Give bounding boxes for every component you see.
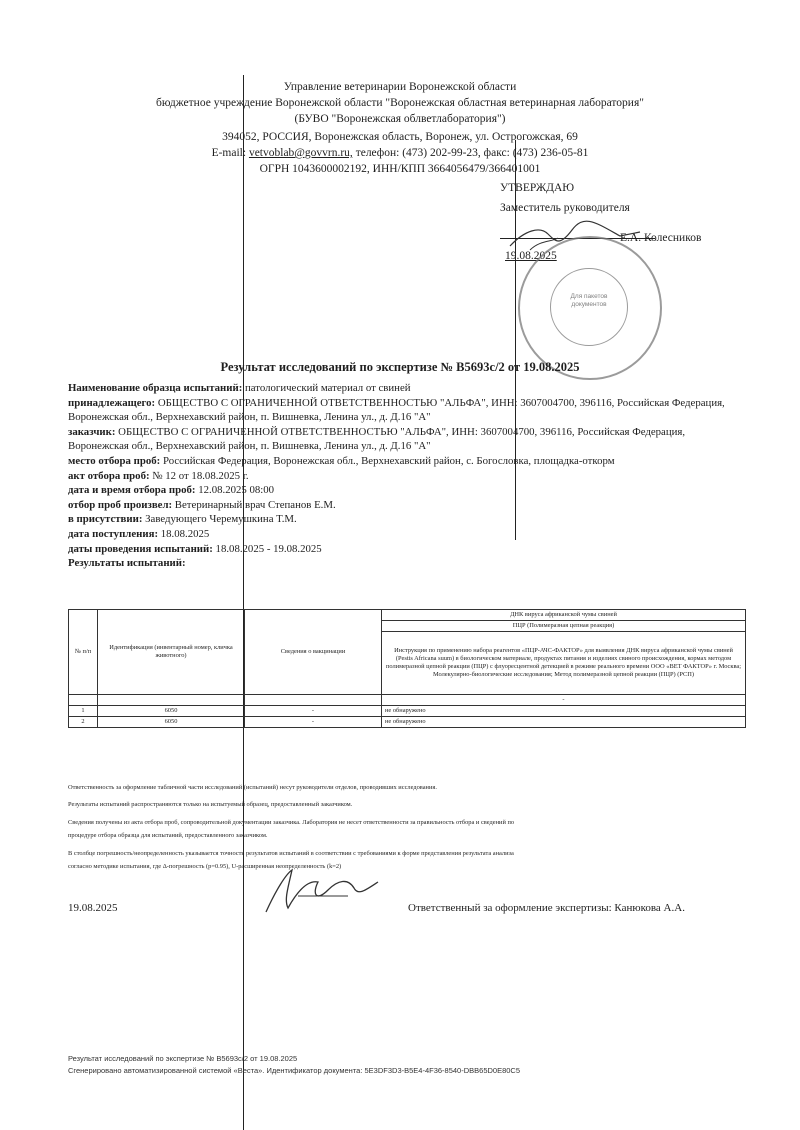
row-result: не обнаружено xyxy=(382,717,746,728)
row-num: 1 xyxy=(69,706,98,717)
info-test-dates: даты проведения испытаний: 18.08.2025 - 19.08.2025 xyxy=(68,542,322,555)
info-receipt-date: дата поступления: 18.08.2025 xyxy=(68,527,210,540)
note-source-cont: процедуре отбора образца для испытаний, предоставленного заказчиком. xyxy=(68,832,268,840)
email-link[interactable]: vetvoblab@govvrn.ru, xyxy=(248,147,353,159)
th-vaccination: Сведения о вакцинации xyxy=(245,610,382,695)
th-dash: - xyxy=(382,695,746,706)
notes-block xyxy=(68,781,748,873)
info-witness: в присутствии: Заведующего Черемушкина Т.М. xyxy=(68,513,297,526)
note-source: Сведения получены из акта отбора проб, сопроводительной документации заказчика. Лаборатория не несет ответственности за правильность отбора и сведений по xyxy=(68,818,515,826)
footer-line-2: Сгенерировано автоматизированной системой «Веста». Идентификатор документа: 5E3DF3D3-B5E4-4F36-8540-DBB65D0E80C5 xyxy=(68,1066,521,1075)
info-sampling-datetime: дата и время отбора проб: 12.08.2025 08:00 xyxy=(68,484,275,497)
org-ogrn: ОГРН 1043600002192, ИНН/КПП 3664056479/366401001 xyxy=(259,163,541,175)
results-table xyxy=(68,609,746,728)
table-row xyxy=(69,717,746,728)
approval-date: 19.08.2025 xyxy=(505,250,557,262)
approval-title: УТВЕРЖДАЮ xyxy=(500,182,575,194)
th-target: ДНК вируса африканской чумы свиней xyxy=(382,610,746,621)
th-method: ПЦР (Полимеразная цепная реакция) xyxy=(382,621,746,632)
row-num: 2 xyxy=(69,717,98,728)
approval-position: Заместитель руководителя xyxy=(500,202,630,214)
org-name: бюджетное учреждение Воронежской области "Воронежская областная ветеринарная лаборатория" xyxy=(156,97,644,109)
approval-name: Е.А. Колесников xyxy=(620,232,702,244)
note-responsibility: Ответственность за оформление табличной части исследований (испытаний) несут руководители отделов, проводивших исследования. xyxy=(68,784,437,791)
org-short-name: (БУВО "Воронежская облветлаборатория") xyxy=(294,113,506,125)
signoff-date: 19.08.2025 xyxy=(68,902,118,914)
responsible-signature xyxy=(258,860,388,920)
row-id: 6050 xyxy=(98,706,245,717)
th-identification: Идентификация (инвентарный номер, кличка животного) xyxy=(98,610,245,695)
info-sampler: отбор проб произвел: Ветеринарный врач Степанов Е.М. xyxy=(68,498,336,511)
row-id: 6050 xyxy=(98,717,245,728)
row-vaccination: - xyxy=(245,706,382,717)
th-num: № п/п xyxy=(69,610,98,695)
email-label: E-mail: xyxy=(211,147,247,159)
scan-artifact-line xyxy=(243,75,244,1130)
org-address: 394052, РОССИЯ, Воронежская область, Воронеж, ул. Острогожская, 69 xyxy=(222,131,578,143)
info-sample-name: Наименование образца испытаний: патологический материал от свиней xyxy=(68,382,411,394)
footer-line-1: Результат исследований по экспертизе № В5693с/2 от 19.08.2025 xyxy=(68,1054,298,1063)
info-customer: заказчик: ОБЩЕСТВО С ОГРАНИЧЕННОЙ ОТВЕТСТВЕННОСТЬЮ "АЛЬФА", ИНН: 3607004700, 396116, Российская Федерация, Воронежская обл., Верхнехавский район, п. Вишневка, Ленина ул., д. Д.16 "А" xyxy=(68,425,686,453)
document-title: Результат исследований по экспертизе № В5693с/2 от 19.08.2025 xyxy=(220,360,580,374)
row-result: не обнаружено xyxy=(382,706,746,717)
stamp-inner-ring xyxy=(550,268,628,346)
th-instruction: Инструкция по применению набора реагентов «ПЦР-АЧС-ФАКТОР» для выявления ДНК вируса африканской чумы свиней (Pestis Africana suum) в биологическом материале, продуктах питания и изделиях свиного происхождения, кормах методом полимеразной цепной реакции (ПЦР) с флуоресцентной детекцией в режиме реального времени ООО «ВЕТ ФАКТОР» г. Москва; Молекулярно-биологические исследования; Метод полимеразной цепной реакции (ПЦР) (РСП) xyxy=(382,632,746,695)
stamp-text: Для пакетов документов xyxy=(570,293,608,308)
org-authority: Управление ветеринарии Воронежской области xyxy=(283,81,517,93)
note-uncertainty: В столбце погрешность/неопределенность указывается точность результатов испытаний в соответствии с требованиями к форме представления результата анализа xyxy=(68,849,514,857)
table-row xyxy=(69,706,746,717)
note-scope: Результаты испытаний распространяются только на испытуемый образец, предоставленный заказчиком. xyxy=(68,801,353,809)
info-owner: принадлежащего: ОБЩЕСТВО С ОГРАНИЧЕННОЙ ОТВЕТСТВЕННОСТЬЮ "АЛЬФА", ИНН: 3607004700, 396116, Российская Федерация, Воронежская обл., Верхнехавский район, п. Вишневка, Ленина ул., д. Д.16 "А" xyxy=(68,396,725,424)
signoff-responsible: Ответственный за оформление экспертизы: Канюкова А.А. xyxy=(408,902,685,914)
sample-info xyxy=(68,381,728,571)
phones: телефон: (473) 202-99-23, факс: (473) 236-05-81 xyxy=(355,147,589,159)
note-uncertainty-cont: согласно методике испытания, где Δ-погрешность (p=0.95), U-расширенная неопределенность (k=2) xyxy=(68,863,342,871)
round-seal-stamp xyxy=(518,236,662,380)
row-vaccination: - xyxy=(245,717,382,728)
info-sampling-place: место отбора проб: Российская Федерация, Воронежская обл., Верхнехавский район, с. Богословка, площадка-откорм xyxy=(68,454,615,467)
info-results-heading: Результаты испытаний: xyxy=(68,557,186,570)
info-sampling-act: акт отбора проб: № 12 от 18.08.2025 г. xyxy=(68,469,249,482)
